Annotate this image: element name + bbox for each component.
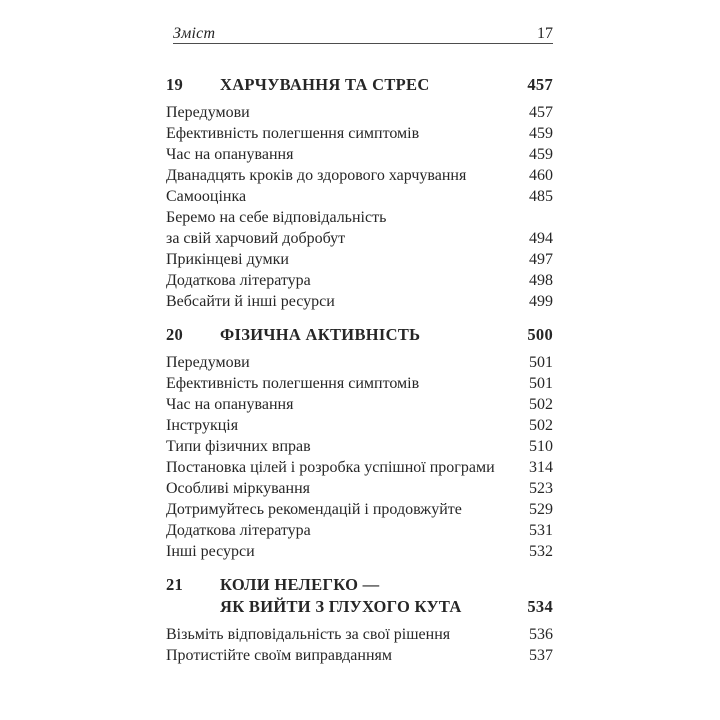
toc-entry-row	[166, 249, 553, 270]
toc-entry-title: Додаткова література	[166, 522, 311, 539]
toc-entry-page-number: 537	[529, 647, 553, 664]
toc-section	[166, 574, 553, 666]
toc-entry-page-number: 510	[529, 438, 553, 455]
chapter-page-number: 457	[527, 75, 553, 94]
toc-entry-row	[166, 352, 553, 373]
toc-entry-page-number: 457	[529, 104, 553, 121]
toc-entry-page-number: 497	[529, 251, 553, 268]
toc-entry-page-number: 501	[529, 375, 553, 392]
chapter-title: ЯК ВИЙТИ З ГЛУХОГО КУТА	[220, 597, 462, 616]
toc-entry-title: Самооцінка	[166, 188, 247, 205]
toc-entry-page-number: 498	[529, 272, 553, 289]
chapter-title: КОЛИ НЕЛЕГКО —	[220, 575, 380, 594]
toc-entry-page-number: 460	[529, 167, 553, 184]
toc-entry-title: Особливі міркування	[166, 480, 310, 497]
toc-entry-row	[166, 436, 553, 457]
toc-entry-page-number: 536	[529, 626, 553, 643]
toc-entry-page-number: 501	[529, 354, 553, 371]
toc-entry-page-number: 485	[529, 188, 553, 205]
toc-section	[166, 324, 553, 562]
chapter-heading-row	[166, 324, 553, 346]
toc-entry-page-number: 531	[529, 522, 553, 539]
toc-entry-row	[166, 207, 553, 228]
toc-entry-title: Типи фізичних вправ	[166, 438, 311, 455]
toc-entry-page-number: 459	[529, 125, 553, 142]
toc-entry-row	[166, 123, 553, 144]
toc-entry-title: Передумови	[166, 354, 250, 371]
toc-entry-row	[166, 270, 553, 291]
page-header	[173, 25, 553, 43]
running-title: Зміст	[173, 25, 216, 42]
chapter-title: ХАРЧУВАННЯ ТА СТРЕС	[220, 75, 430, 94]
toc-entry-title: Візьміть відповідальність за свої рішення	[166, 626, 451, 643]
toc-entry-row	[166, 478, 553, 499]
toc-entry-title: Інші ресурси	[166, 543, 255, 560]
toc-entry-title: за свій харчовий добробут	[166, 230, 346, 247]
toc-entry-title: Дотримуйтесь рекомендацій і продовжуйте	[166, 501, 462, 518]
toc-entry-page-number: 532	[529, 543, 553, 560]
chapter-title: ФІЗИЧНА АКТИВНІСТЬ	[220, 325, 421, 344]
toc-entry-row	[166, 102, 553, 123]
toc-entry-page-number: 523	[529, 480, 553, 497]
toc-entry-row	[166, 520, 553, 541]
toc-entry-title: Інструкція	[166, 417, 239, 434]
chapter-number: 20	[166, 325, 184, 344]
toc-entry-page-number: 502	[529, 417, 553, 434]
toc-section	[166, 74, 553, 312]
toc-entry-row	[166, 499, 553, 520]
toc-entry-row	[166, 457, 553, 478]
toc-entry-title: Додаткова література	[166, 272, 311, 289]
toc-entry-title: Час на опанування	[166, 396, 294, 413]
toc-entry-page-number: 502	[529, 396, 553, 413]
toc-entry-row	[166, 291, 553, 312]
toc-entry-row	[166, 415, 553, 436]
toc-entry-row	[166, 228, 553, 249]
toc-entry-title: Вебсайти й інші ресурси	[166, 293, 335, 310]
header-rule	[173, 43, 553, 44]
toc-entry-row	[166, 394, 553, 415]
chapter-heading-row	[166, 74, 553, 96]
toc-entry-row	[166, 541, 553, 562]
chapter-heading	[166, 74, 553, 96]
toc-entry-page-number: 459	[529, 146, 553, 163]
toc-entry-title: Дванадцять кроків до здорового харчування	[166, 167, 467, 184]
toc-entry-title: Ефективність полегшення симптомів	[166, 375, 420, 392]
toc-entry-row	[166, 186, 553, 207]
toc-entry-page-number: 494	[529, 230, 553, 247]
toc-entry-page-number: 529	[529, 501, 553, 518]
toc-entry-title: Беремо на себе відповідальність	[166, 209, 387, 226]
toc-entry-title: Прикінцеві думки	[166, 251, 289, 268]
toc-entry-row	[166, 144, 553, 165]
toc-entry-row	[166, 645, 553, 666]
chapter-number: 21	[166, 575, 184, 594]
toc-entry-title: Ефективність полегшення симптомів	[166, 125, 420, 142]
toc-entry-title: Передумови	[166, 104, 250, 121]
folio-page-number: 17	[537, 25, 553, 42]
toc-list	[166, 74, 553, 666]
toc-entry-page-number: 314	[529, 459, 553, 476]
chapter-number: 19	[166, 75, 184, 94]
chapter-page-number: 534	[527, 597, 553, 616]
chapter-page-number: 500	[527, 325, 553, 344]
chapter-heading-row	[166, 596, 553, 618]
toc-entry-title: Протистійте своїм виправданням	[166, 647, 392, 664]
chapter-heading	[166, 574, 553, 618]
chapter-heading-row	[166, 574, 553, 596]
toc-entry-title: Постановка цілей і розробка успішної програми	[166, 459, 495, 476]
toc-entry-row	[166, 624, 553, 645]
chapter-heading	[166, 324, 553, 346]
toc-entry-row	[166, 373, 553, 394]
toc-entry-row	[166, 165, 553, 186]
toc-entry-title: Час на опанування	[166, 146, 294, 163]
toc-entry-page-number: 499	[529, 293, 553, 310]
